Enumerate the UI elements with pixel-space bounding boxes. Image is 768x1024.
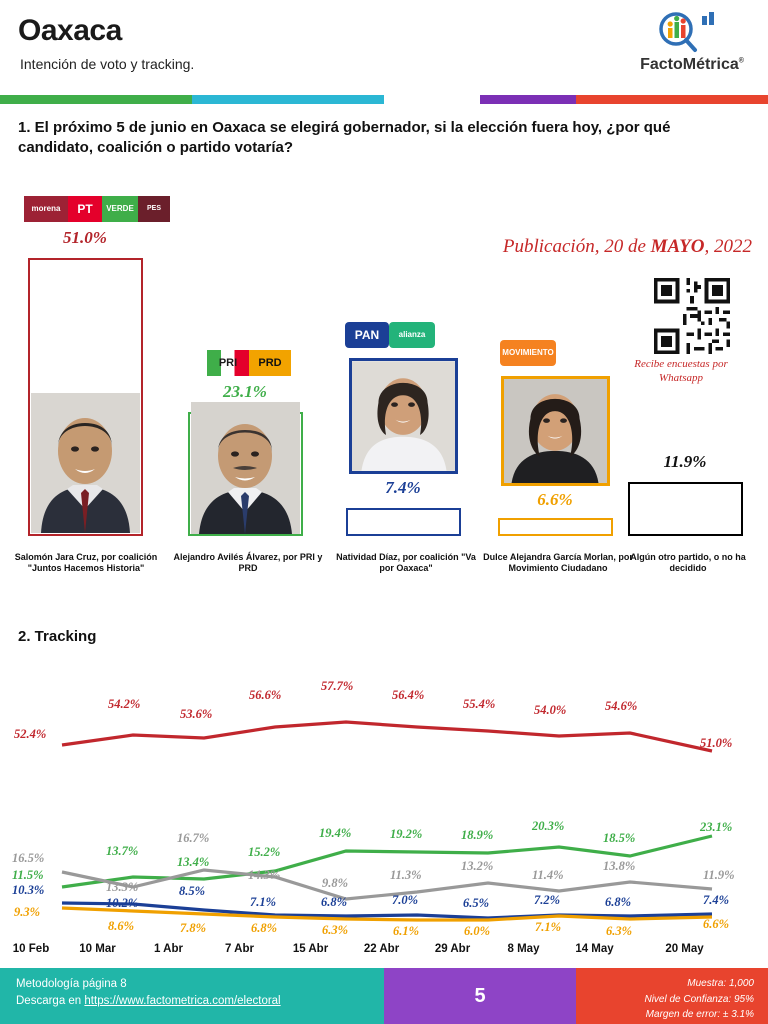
bar-value-1: 23.1% [223,382,267,401]
track-label-dulce-5: 6.1% [393,924,420,938]
bar-value-4: 11.9% [663,452,707,471]
track-label-salomon-2: 53.6% [180,707,213,721]
footer-download-link[interactable]: https://www.factometrica.com/electoral [84,995,281,1008]
series-line-salomon [62,722,712,751]
track-label-alejandro-7: 20.3% [532,819,565,833]
track-label-salomon-4: 57.7% [321,679,354,693]
track-label-otro-4: 9.8% [322,876,349,890]
x-tick-5: 22 Abr [363,943,400,955]
track-label-natividad-2: 8.5% [179,884,206,898]
party-logo-prd: PRD [249,350,291,376]
footer-download: Descarga en https://www.factometrica.com/electoral [16,995,281,1008]
bar-value-2: 7.4% [385,478,421,497]
track-label-salomon-8: 54.6% [605,699,638,713]
page-subtitle: Intención de voto y tracking. [20,56,195,72]
track-label-otro-5: 11.3% [390,868,422,882]
track-label-dulce-9: 6.6% [703,917,730,931]
track-label-otro-7: 11.4% [532,868,564,882]
bar-label-0: Salomón Jara Cruz, por coalición "Juntos Hacemos Historia" [14,552,158,574]
track-label-dulce-2: 7.8% [180,921,207,935]
track-label-salomon-1: 54.2% [108,697,141,711]
track-label-alejandro-8: 18.5% [603,831,636,845]
party-logo-mc: MOVIMIENTO [500,340,556,366]
footer-sample: Muestra: 1,000 [687,978,754,989]
x-tick-8: 14 May [575,943,614,955]
party-logo-pan: PAN [345,322,389,348]
track-label-alejandro-3: 15.2% [248,845,281,859]
footer-right [576,968,768,1024]
track-label-natividad-3: 7.1% [250,895,277,909]
x-tick-3: 7 Abr [225,943,254,955]
x-tick-7: 8 May [507,943,540,955]
footer-method: Metodología página 8 [16,978,127,990]
track-label-alejandro-4: 19.4% [319,826,352,840]
bar-label-1: Alejandro Avilés Álvarez, por PRI y PRD [173,552,323,574]
bar-label-3: Dulce Alejandra García Morlan, por Movimiento Ciudadano [483,552,633,574]
party-logos-2 [345,322,435,348]
vote-intention-bar-chart [0,190,768,610]
footer-error: Margen de error: ± 3.1% [645,1009,754,1020]
candidate-photo-3 [501,376,610,486]
brand-logo [632,12,752,82]
track-label-salomon-6: 55.4% [463,697,496,711]
track-label-alejandro-2: 13.4% [177,855,210,869]
tracking-line-chart [0,655,768,955]
x-tick-1: 10 Mar [79,943,116,955]
track-label-otro-8: 13.8% [603,859,636,873]
track-label-natividad-6: 6.5% [463,896,490,910]
tracking-section-title: 2. Tracking [18,628,97,645]
x-tick-2: 1 Abr [154,943,183,955]
page-number: 5 [384,968,576,1024]
party-logo-alianza: alianza [389,322,435,348]
factometrica-logo-icon [658,12,720,54]
track-label-alejandro-0: 11.5% [12,868,44,882]
track-label-otro-1: 13.3% [106,880,139,894]
track-label-dulce-7: 7.1% [535,920,562,934]
bar-label-4: Algún otro partido, o no ha decidido [630,552,746,574]
track-label-alejandro-6: 18.9% [461,828,494,842]
track-label-otro-3: 14.3% [248,868,281,882]
track-label-natividad-9: 7.4% [703,893,730,907]
track-label-dulce-8: 6.3% [606,924,633,938]
footer-left [0,968,384,1024]
track-label-salomon-5: 56.4% [392,688,425,702]
track-label-otro-2: 16.7% [177,831,210,845]
track-label-dulce-0: 9.3% [14,905,41,919]
color-band [0,95,768,104]
track-label-alejandro-9: 23.1% [700,820,733,834]
bar-rect-4 [628,482,743,536]
track-label-natividad-1: 10.2% [106,896,139,910]
track-label-natividad-0: 10.3% [12,883,45,897]
bar-rect-3 [498,518,613,536]
x-tick-0: 10 Feb [12,943,50,955]
party-logos-3 [500,340,556,366]
bar-value-0: 51.0% [63,228,107,247]
footer [0,968,768,1024]
track-label-natividad-5: 7.0% [392,893,419,907]
bar-value-3: 6.6% [537,490,573,509]
x-tick-4: 15 Abr [292,943,329,955]
track-label-salomon-9: 51.0% [700,736,733,750]
track-label-dulce-3: 6.8% [251,921,278,935]
party-logo-verde: VERDE [102,196,138,222]
track-label-otro-0: 16.5% [12,851,45,865]
track-label-natividad-7: 7.2% [534,893,561,907]
party-logos-0 [24,196,170,222]
party-logo-pri: PRI [207,350,249,376]
party-logo-pt: PT [68,196,102,222]
bar-label-2: Natividad Díaz, por coalición "Va por Oaxaca" [336,552,476,574]
brand-name: FactoMétrica® [640,56,744,73]
track-label-dulce-6: 6.0% [464,924,491,938]
track-label-dulce-4: 6.3% [322,923,349,937]
party-logo-morena: morena [24,196,68,222]
track-label-salomon-0: 52.4% [14,727,47,741]
track-label-alejandro-1: 13.7% [106,844,139,858]
question-text: 1. El próximo 5 de junio en Oaxaca se elegirá gobernador, si la elección fuera hoy, ¿por qué candidato, coalición o partido votaría? [18,119,671,157]
party-logo-pes: PES [138,196,170,222]
tracking-x-axis [0,938,768,960]
x-tick-9: 20 May [665,943,704,955]
track-label-dulce-1: 8.6% [108,919,135,933]
track-label-natividad-4: 6.8% [321,895,348,909]
candidate-photo-2 [349,358,458,474]
track-label-otro-6: 13.2% [461,859,494,873]
track-label-salomon-3: 56.6% [249,688,282,702]
x-tick-6: 29 Abr [434,943,471,955]
party-logos-1 [207,350,291,376]
candidate-photo-0 [31,393,140,533]
footer-confidence: Nivel de Confianza: 95% [644,993,754,1005]
track-label-natividad-8: 6.8% [605,895,632,909]
track-label-salomon-7: 54.0% [534,703,567,717]
whatsapp-note: Recibe encuestas por Whatsapp [634,358,728,384]
page-title: Oaxaca [18,14,122,47]
track-label-alejandro-5: 19.2% [390,827,423,841]
bar-rect-2 [346,508,461,536]
publication-date: Publicación, 20 de MAYO, 2022 [502,236,752,257]
candidate-photo-1 [191,402,300,534]
track-label-otro-9: 11.9% [703,868,735,882]
